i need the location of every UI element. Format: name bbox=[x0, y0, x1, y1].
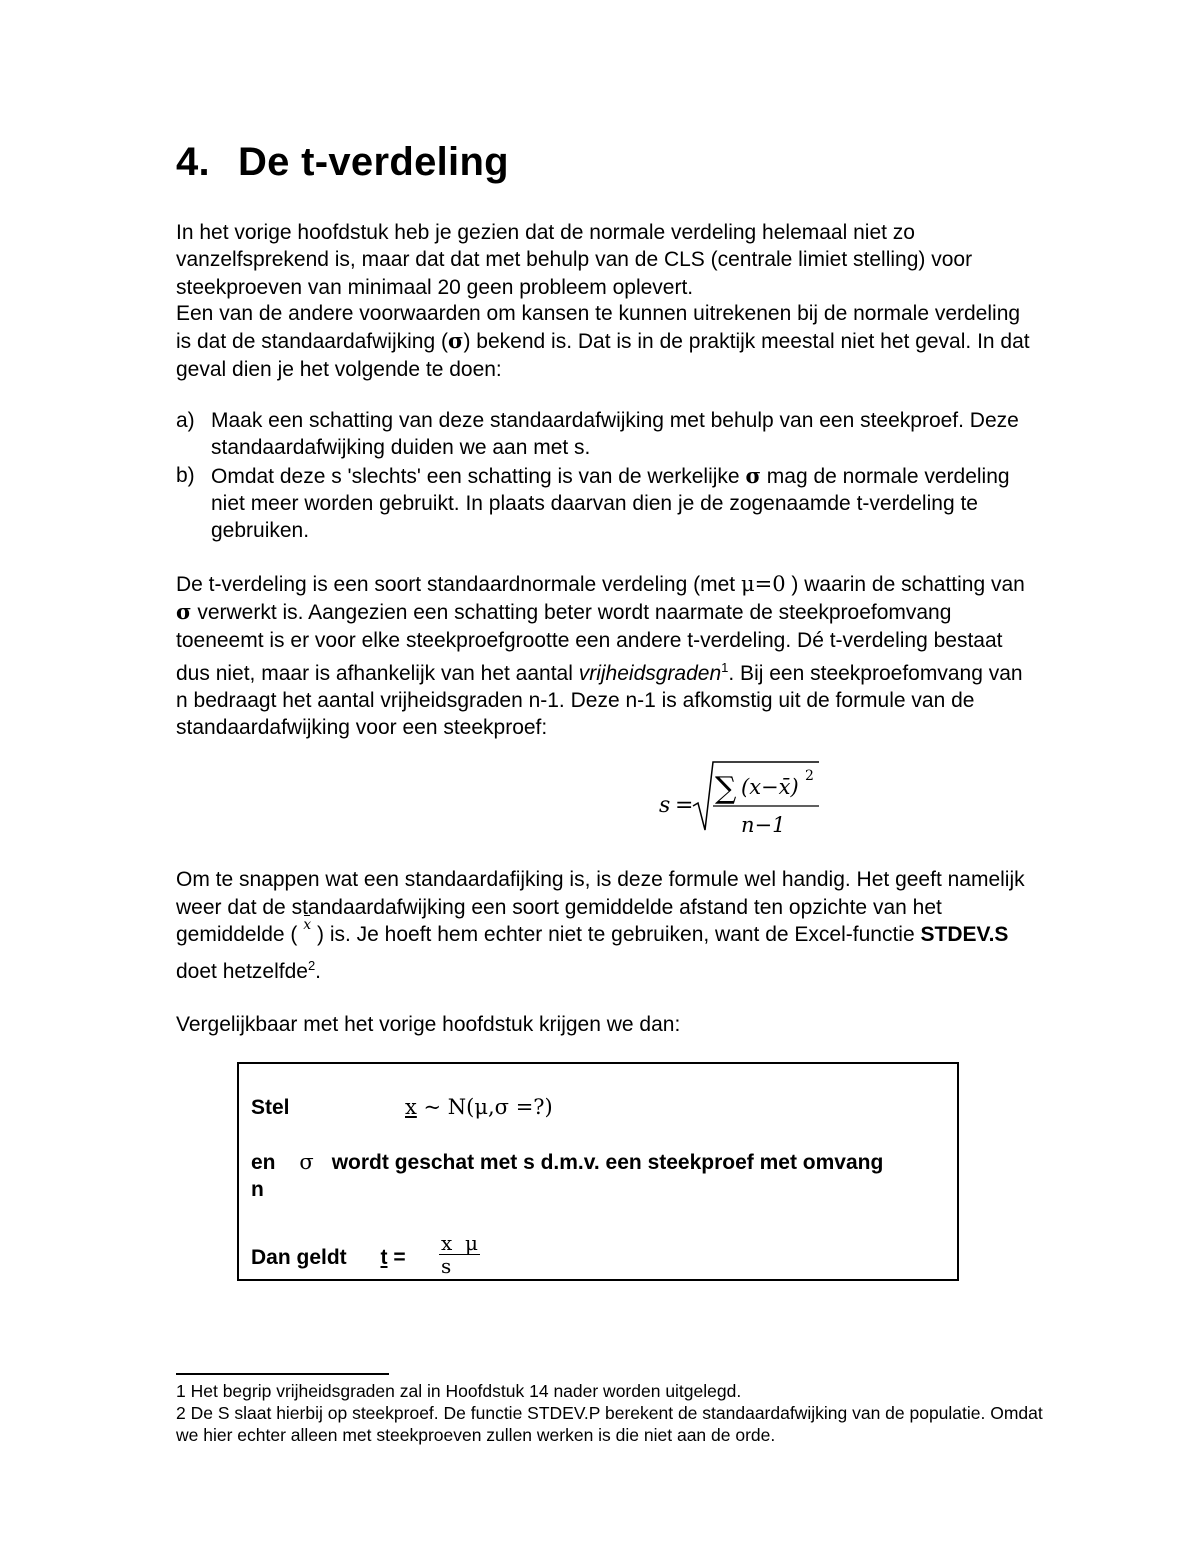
explain-part-d: . bbox=[315, 959, 322, 983]
footnote-ref-1: 1 bbox=[721, 659, 729, 675]
std-dev-formula bbox=[655, 756, 835, 842]
mu-zero: μ=0 bbox=[740, 572, 786, 596]
formula-equals: = bbox=[675, 793, 694, 818]
list-item-text-a: Omdat deze s 'slechts' een schatting is van de werkelijke bbox=[211, 464, 746, 488]
definition-box bbox=[237, 1062, 959, 1281]
t-fraction-numerator: x μ bbox=[441, 1231, 478, 1255]
formula-lhs: s bbox=[659, 793, 671, 818]
en-sigma: σ bbox=[299, 1150, 314, 1174]
intro-p2-part-b: ) bekend is. Dat is in de praktijk meestal niet het geval. In dat geval dien je het volgende te doen: bbox=[176, 330, 1030, 381]
sigma-symbol: σ bbox=[448, 328, 464, 354]
t-fraction-denominator: s bbox=[441, 1254, 452, 1278]
t-equals: = bbox=[387, 1246, 406, 1269]
tdist-part-d: . Bij een steekproefomvang van n bedraagt het aantal vrijheidsgraden n-1. Deze n-1 is afkomstig uit de formule van de standaardafwijking voor een steekproef: bbox=[176, 661, 1023, 740]
dan-row bbox=[251, 1244, 406, 1271]
dan-label: Dan geldt bbox=[251, 1246, 347, 1269]
stdev-s-function: STDEV.S bbox=[920, 923, 1009, 946]
tdist-part-c: verwerkt is. Aangezien een schatting beter wordt naarmate de steekproefomvang toeneemt is er voor elke steekproefgrootte een andere t-verdeling. Dé t-verdeling bestaat dus niet, maar is afhankelijk van het aantal bbox=[176, 601, 1003, 685]
footnotes bbox=[176, 1380, 1056, 1446]
sigma-symbol: σ bbox=[745, 462, 761, 488]
list-item-text-b: mag de normale verdeling niet meer worden gebruikt. In plaats daarvan dien je de zogenaamde t-verdeling te gebruiken. bbox=[211, 464, 1010, 543]
formula-exponent: 2 bbox=[805, 768, 814, 784]
explain-part-b: ) is. Je hoeft hem echter niet te gebruiken, want de Excel-functie bbox=[311, 923, 921, 946]
formula-numerator: (x−x̄) bbox=[741, 775, 799, 799]
formula-denominator: n−1 bbox=[741, 813, 786, 837]
en-label: en bbox=[251, 1151, 276, 1174]
intro-paragraph-1: In het vorige hoofdstuk heb je gezien dat de normale verdeling helemaal niet zo vanzelfsprekend is, maar dat dat met behulp van de CLS (centrale limiet stelling) voor steekproeven van minimaal 20 geen probleem oplevert. bbox=[176, 221, 973, 299]
vrijheidsgraden-term: vrijheidsgraden bbox=[578, 661, 722, 685]
stel-expression bbox=[405, 1094, 553, 1121]
chapter-heading bbox=[176, 140, 509, 185]
explain-paragraph bbox=[176, 866, 1036, 985]
tdist-part-a: De t-verdeling is een soort standaardnormale verdeling (met bbox=[176, 573, 741, 596]
chapter-number: 4. bbox=[176, 140, 210, 184]
explain-part-a: Om te snappen wat een standaardafijking is, is deze formule wel handig. Het geeft namelijk weer dat de standaardafwijking een soort gemiddelde afstand ten opzichte van het gemiddelde ( bbox=[176, 868, 1025, 946]
xbar-symbol: x bbox=[303, 912, 311, 940]
footnote-ref-2: 2 bbox=[307, 957, 316, 973]
tdist-part-b: ) waarin de schatting van bbox=[785, 573, 1025, 596]
t-variable: t bbox=[380, 1246, 388, 1269]
steps-list bbox=[176, 407, 1036, 544]
explain-part-c: doet hetzelfde bbox=[176, 959, 308, 983]
list-marker: b) bbox=[176, 463, 195, 487]
t-fraction bbox=[439, 1232, 480, 1277]
list-item-text: Maak een schatting van deze standaardafwijking met behulp van een steekproef. Deze standaardafwijking duiden we aan met s. bbox=[211, 409, 1019, 460]
list-item bbox=[176, 407, 1036, 462]
list-marker: a) bbox=[176, 409, 195, 432]
compare-paragraph: Vergelijkbaar met het vorige hoofdstuk krijgen we dan: bbox=[176, 1013, 681, 1036]
list-item bbox=[176, 462, 1036, 545]
sigma-symbol: σ bbox=[176, 599, 192, 625]
en-row bbox=[251, 1149, 891, 1203]
stel-distribution: ~ N(μ,σ =?) bbox=[416, 1095, 553, 1119]
footnote-2: 2 De S slaat hierbij op steekproef. De functie STDEV.P berekent de standaardafwijking van de populatie. Omdat we hier echter alleen met steekproeven zullen werken is die niet aan de orde. bbox=[176, 1403, 1043, 1445]
sum-symbol: ∑ bbox=[715, 771, 737, 806]
stel-row bbox=[251, 1094, 553, 1121]
tdist-paragraph bbox=[176, 571, 1036, 742]
footnote-1: 1 Het begrip vrijheidsgraden zal in Hoofdstuk 14 nader worden uitgelegd. bbox=[176, 1381, 742, 1401]
stel-variable: x bbox=[405, 1095, 417, 1119]
en-text: wordt geschat met s d.m.v. een steekproef met omvang n bbox=[251, 1151, 884, 1201]
intro-p2-part-a: Een van de andere voorwaarden om kansen te kunnen uitrekenen bij de normale verdeling is dat de standaardafwijking ( bbox=[176, 302, 1021, 354]
footnote-separator bbox=[176, 1373, 389, 1375]
intro-paragraph-2 bbox=[176, 300, 1036, 383]
stel-label: Stel bbox=[251, 1096, 290, 1119]
chapter-title: De t-verdeling bbox=[238, 140, 509, 184]
